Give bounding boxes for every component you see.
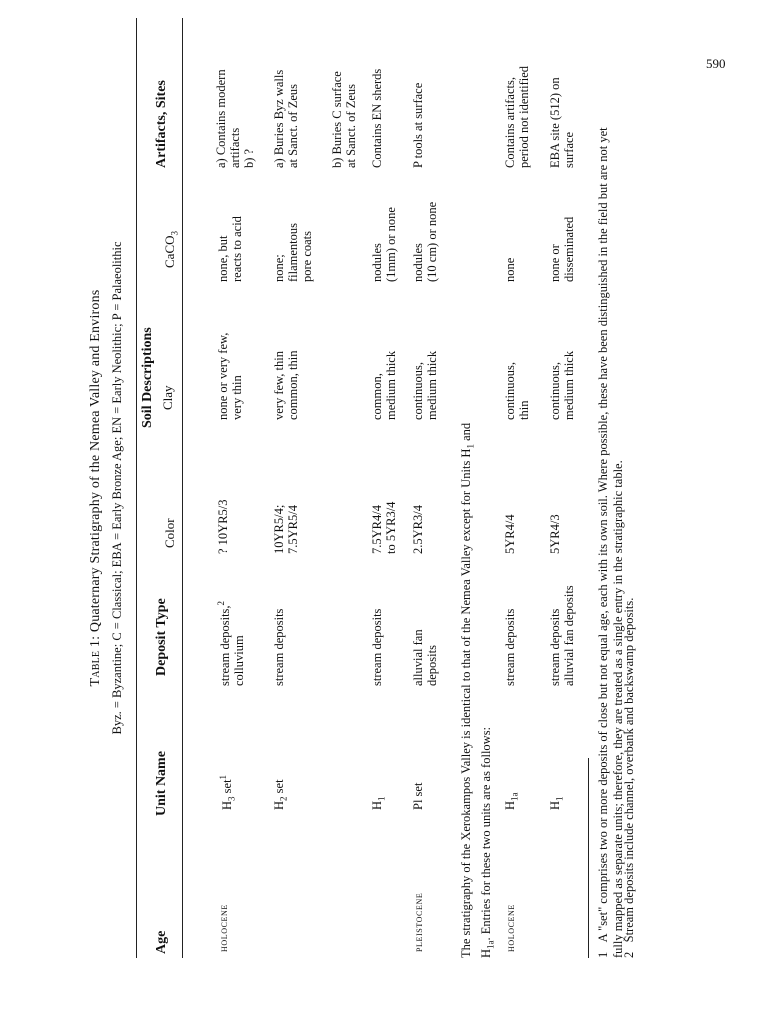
artifacts-h3 (214, 69, 256, 168)
artifacts-pl: P tools at surface (411, 82, 425, 168)
age-pleistocene: PLEISTOCENE (415, 892, 424, 952)
caco3-h1 (370, 207, 398, 282)
caco3-pl-line1: nodules (411, 243, 425, 282)
caco3-h1a: none (503, 257, 517, 282)
artifacts-h1x-line1: EBA site (512) on (548, 77, 562, 168)
header-artifacts-sites: Artifacts, Sites (154, 80, 169, 168)
table-top-rule (136, 18, 137, 958)
deposit-pl-line1: alluvial fan (411, 629, 425, 686)
artifacts-h3-a2: artifacts (228, 127, 242, 168)
header-caco3-base: CaCO (162, 235, 177, 268)
artifacts-h1a-line1: Contains artifacts, (503, 77, 517, 168)
clay-h1x-line2: medium thick (562, 350, 576, 420)
clay-h2-line2: common, thin (286, 350, 300, 420)
footnote-1-number: 1 (596, 951, 610, 958)
unit-name-h3-set (216, 775, 239, 810)
caco3-h1x-line1: none or (548, 244, 562, 282)
clay-h1a-line2: thin (517, 400, 531, 420)
unit-name-h1-xerokampos (548, 796, 567, 810)
unit-h1-sub: 1 (376, 796, 387, 801)
age-holocene: HOLOCENE (220, 904, 229, 952)
note-line1-sub: 1 (465, 444, 476, 449)
artifacts-h1a-line2: period not identified (517, 65, 531, 168)
clay-h1 (370, 351, 398, 420)
unit-h2-rest: set (272, 779, 286, 797)
deposit-h3-footnote-ref: 2 (216, 600, 226, 606)
unit-h1x-sub: 1 (554, 796, 565, 801)
artifacts-h2-b (330, 71, 358, 168)
unit-h3-footnote-ref: 1 (218, 774, 228, 780)
footnote-rule (588, 758, 589, 958)
artifacts-h2-a1: a) Buries Byz walls (272, 69, 286, 168)
clay-h2 (272, 351, 300, 420)
unit-h3-base: H (220, 800, 235, 810)
color-h2-line1: 10YR5/4; (272, 504, 286, 554)
table-title-text: : Quaternary Stratigraphy of the Nemea Valley and Environs (88, 289, 103, 640)
artifacts-h2-a (272, 70, 300, 168)
header-caco3 (162, 231, 180, 268)
caco3-h3-line2: reacts to acid (230, 216, 244, 282)
clay-h3-line1: none or very few, (216, 332, 230, 420)
artifacts-h2-b2: at Sanct. of Zeus (344, 83, 358, 168)
abbreviation-legend: Byz. = Byzantine; C = Classical; EBA = Early Bronze Age; EN = Early Neolithic; P = Palaeolithic (110, 241, 124, 735)
header-age: Age (154, 930, 169, 954)
deposit-type-h1a: stream deposits (503, 608, 517, 686)
artifacts-h1x-line2: surface (562, 131, 576, 168)
color-h1-xerokampos: 5YR4/3 (548, 514, 562, 554)
deposit-type-h2: stream deposits (272, 608, 286, 686)
color-pl: 2.5YR3/4 (411, 505, 425, 554)
deposit-h3-line2: colluvium (232, 635, 247, 686)
header-soil-descriptions: Soil Descriptions (140, 327, 155, 428)
caco3-h1-xerokampos (548, 217, 576, 282)
unit-h2-base: H (272, 800, 286, 810)
caco3-h2 (272, 223, 314, 282)
caco3-h2-line2: filamentous (286, 222, 300, 282)
deposit-type-pl (411, 629, 439, 686)
clay-pl-line1: continuous, (411, 362, 425, 420)
header-caco3-sub: 3 (169, 231, 180, 236)
note-line2-rest: . Entries for these two units are as follows: (478, 726, 493, 941)
caco3-pl (411, 202, 439, 282)
unit-h1-base: H (370, 800, 384, 810)
unit-name-h1a (503, 792, 522, 810)
color-h2 (272, 505, 300, 554)
xerokampos-note (459, 398, 498, 958)
artifacts-h3-a1: a) Contains modern (214, 69, 228, 168)
header-unit-name: Unit Name (154, 751, 169, 816)
unit-name-pl-set: Pl set (411, 782, 425, 810)
age-holocene-xerokampos: HOLOCENE (507, 904, 516, 952)
artifacts-h1a (503, 66, 531, 168)
clay-h3 (216, 333, 244, 420)
deposit-pl-line2: deposits (425, 645, 439, 686)
footnote-2-text: Stream deposits include channel, overbank and backswamp deposits. (622, 597, 636, 943)
clay-h1-line2: medium thick (384, 350, 398, 420)
clay-h1-line1: common, (370, 373, 384, 420)
artifacts-h3-b: b) ? (242, 148, 256, 168)
table-title (88, 18, 104, 958)
clay-h3-line2: very thin (230, 375, 244, 420)
caco3-pl-line2: (10 cm) or none (425, 201, 439, 282)
deposit-h1x-line2: alluvial fan deposits (562, 585, 576, 686)
caco3-h3-line1: none, but (216, 235, 230, 282)
color-h1-line1: 7.5YR4/4 (370, 505, 384, 554)
unit-h1a-base: H (503, 800, 517, 810)
artifacts-h1-xerokampos (548, 77, 576, 168)
clay-h1x-line1: continuous, (548, 362, 562, 420)
unit-name-h2-set (272, 779, 291, 810)
clay-h1a-line1: continuous, (503, 362, 517, 420)
artifacts-h1: Contains EN sherds (370, 68, 384, 168)
color-h1a: 5YR4/4 (503, 514, 517, 554)
footnote-1-line1: A "set" comprises two or more deposits of close but not equal age, each with its own soil. Where possible, these have been distinguished in the field but are not yet (596, 127, 610, 943)
clay-h1-xerokampos (548, 351, 576, 420)
table-header-rule (182, 18, 183, 958)
color-h2-line2: 7.5YR5/4 (286, 505, 300, 554)
caco3-h2-line1: none; (272, 254, 286, 282)
clay-pl (411, 351, 439, 420)
deposit-type-h3 (214, 601, 246, 686)
note-line1-a: The stratigraphy of the Xerokampos Valley is identical to that of the Nemea Valley except for Units H (459, 448, 473, 958)
header-color: Color (162, 518, 177, 548)
artifacts-h2-a2: at Sanct. of Zeus (286, 83, 300, 168)
deposit-type-h1-xerokampos (548, 585, 576, 686)
deposit-type-h1: stream deposits (370, 608, 384, 686)
table-title-prefix: Table 1 (88, 639, 103, 687)
unit-name-h1 (370, 796, 389, 810)
unit-h1a-sub: 1a (509, 792, 520, 801)
deposit-h3-line1: stream deposits, (218, 605, 233, 686)
rotated-table-page (82, 18, 642, 958)
color-h1-line2: to 5YR3/4 (384, 501, 398, 554)
footnote-2-number: 2 (622, 951, 636, 958)
color-h1 (370, 502, 398, 554)
clay-h1a (503, 362, 531, 420)
unit-h3-sub: 3 (226, 796, 237, 801)
artifacts-h2-b1: b) Buries C surface (330, 71, 344, 168)
unit-h2-sub: 2 (278, 796, 289, 801)
footnote-1-line2: fully mapped as separate units; therefore, they are treated as a single entry in the stratigraphic table. (611, 460, 625, 958)
caco3-h1x-line2: disseminated (562, 216, 576, 282)
caco3-h1-line1: nodules (370, 243, 384, 282)
clay-h2-line1: very few, thin (272, 351, 286, 420)
note-line2-base: H (478, 948, 493, 958)
unit-h3-rest: set (220, 779, 235, 797)
caco3-h3 (216, 216, 244, 282)
unit-h1x-base: H (548, 800, 562, 810)
color-h3: ? 10YR5/3 (216, 499, 230, 554)
clay-pl-line2: medium thick (425, 350, 439, 420)
caco3-h1-line2: (1mm) or none (384, 207, 398, 282)
note-line1-b: and (459, 422, 473, 445)
header-clay: Clay (160, 385, 175, 410)
deposit-h1x-line1: stream deposits (548, 608, 562, 686)
footnote-2 (622, 18, 637, 958)
header-deposit-type: Deposit Type (154, 598, 169, 676)
page-number: 590 (706, 56, 726, 71)
caco3-h2-line3: pore coats (300, 230, 314, 282)
note-line2-sub: 1a (485, 940, 495, 949)
